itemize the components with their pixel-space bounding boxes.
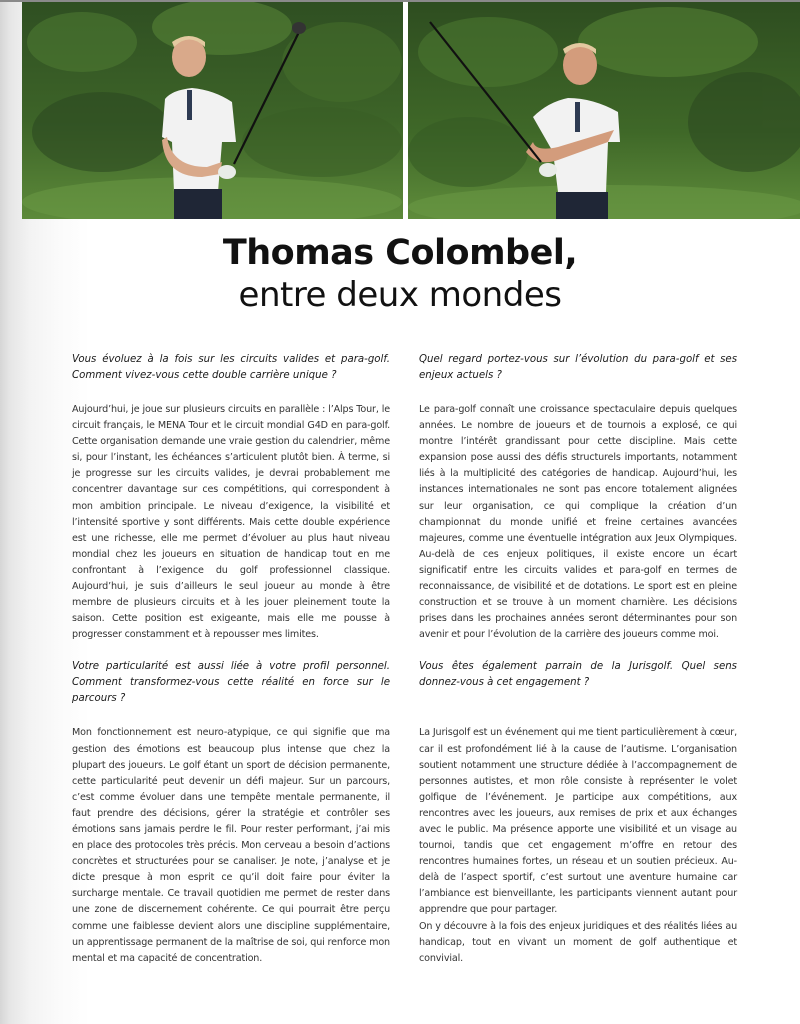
interview-section [72, 352, 390, 643]
interview-section [72, 659, 390, 966]
answer-paragraph: La Jurisgolf est un événement qui me tient particulièrement à cœur, car il est profondément lié à la cause de l’autisme. L’organisation soutient notamment une structure dédiée à l’accompagnement de personnes autistes, et mon rôle consiste à représenter le volet golfique de l’événement. Je participe aux compétitions, aux rencontres avec les joueurs, aux remises de prix et aux échanges avec le public. Ma présence apporte une visibilité et un visage au tournoi, tandis que cet engagement m’offre en retour des rencontres humaines fortes, un réseau et un soutien précieux. Au-delà de l’aspect sportif, c’est surtout une aventure humaine car l’ambiance est bienveillante, les participants viennent autant pour apprendre que pour partager. [419, 727, 737, 916]
golfer-photo-right-illustration [408, 2, 800, 219]
answer-paragraph: Aujourd’hui, je joue sur plusieurs circuits en parallèle : l’Alps Tour, le circuit français, le MENA Tour et le circuit mondial G4D en para-golf. Cette organisation demande une vraie gestion du calendrier, même si, pour l’instant, les échéances s’articulent plutôt bien. À terme, si je progresse sur les circuits valides, je devrai probablement me concentrer davantage sur ces compétitions, qui correspondent à mon ambition principale. Le niveau d’exigence, la visibilité et l’intensité sportive y sont différents. Mais cette double expérience est une richesse, elle me permet d’évoluer au plus haut niveau mondial chez les joueurs en situation de handicap tout en me confrontant à l’exigence du golf professionnel classique. Aujourd’hui, je suis d’ailleurs le seul joueur au monde à être membre de plusieurs circuits et à les jouer pleinement toute la saison. Cette position est exigeante, mais elle me pousse à progresser constamment et à repousser mes limites. [72, 404, 390, 641]
interview-answer [419, 725, 737, 966]
title-subtitle: entre deux mondes [238, 275, 562, 315]
interview-question: Quel regard portez-vous sur l’évolution du para-golf et ses enjeux actuels ? [419, 354, 737, 381]
interview-answer [72, 725, 390, 966]
title-name: Thomas Colombel, [222, 233, 578, 273]
interview-answer [72, 402, 390, 643]
interview-question: Vous êtes également parrain de la Jurisgolf. Quel sens donnez-vous à cet engagement ? [419, 661, 737, 689]
answer-paragraph: Le para-golf connaît une croissance spectaculaire depuis quelques années. Le nombre de joueurs et de tournois a explosé, ce qui montre l’intérêt grandissant pour cette discipline. Mais cette expansion pose aussi des défis structurels importants, notamment liés à la multiplicité des catégories de handicap. Aujourd’hui, les instances internationales ne sont pas encore totalement alignées sur leur organisation, ce qui complique la création d’un championnat du monde unifié et freine certaines avancées majeures, comme une éventuelle intégration aux Jeux Olympiques. Au-delà de ces enjeux politiques, il existe encore un écart significatif entre les circuits valides et para-golf en termes de reconnaissance, de visibilité et de dotations. Le sport est en pleine construction et se trouve à un moment charnière. Les décisions prises dans les prochaines années seront déterminantes pour son avenir et pour l’évolution de la carrière des joueurs comme moi. [419, 404, 737, 641]
column-left [72, 352, 390, 967]
interview-section [419, 659, 737, 966]
article-title [0, 232, 800, 316]
golfer-photo-left-illustration [22, 2, 403, 219]
column-right [419, 352, 737, 967]
interview-answer [419, 402, 737, 643]
interview-section [419, 352, 737, 643]
answer-paragraph: On y découvre à la fois des enjeux juridiques et des réalités liées au handicap, tout en vivant un moment de golf authentique et convivial. [419, 920, 737, 964]
answer-paragraph: Mon fonctionnement est neuro-atypique, ce qui signifie que ma gestion des émotions est beaucoup plus intense que chez la plupart des joueurs. Le golf étant un sport de décision permanente, cette particularité peut devenir un défi majeur. Sur un parcours, c’est comme évoluer dans une tempête mentale permanente, il faut prendre des décisions, gérer la stratégie et contrôler ses émotions sans jamais perdre le fil. Pour rester performant, j’ai mis en place des protocoles très précis. Mon cerveau a besoin d’actions concrètes et structurées pour se canaliser. Je note, j’analyse et je dicte presque à mon esprit ce qu’il doit faire pour éviter la surcharge mentale. Ce travail quotidien me permet de rester dans une zone de discernement cohérente. Ce qui pourrait être perçu comme une faiblesse devient alors une discipline supplémentaire, un apprentissage permanent de la maîtrise de soi, qui renforce mon mental et ma capacité de concentration. [72, 727, 390, 964]
interview-question: Votre particularité est aussi liée à votre profil personnel. Comment transformez-vous cette réalité en force sur le parcours ? [72, 661, 390, 705]
photo-golfer-follow-through [408, 2, 800, 219]
interview-question: Vous évoluez à la fois sur les circuits valides et para-golf. Comment vivez-vous cette double carrière unique ? [72, 354, 390, 381]
photo-golfer-address [22, 2, 403, 219]
